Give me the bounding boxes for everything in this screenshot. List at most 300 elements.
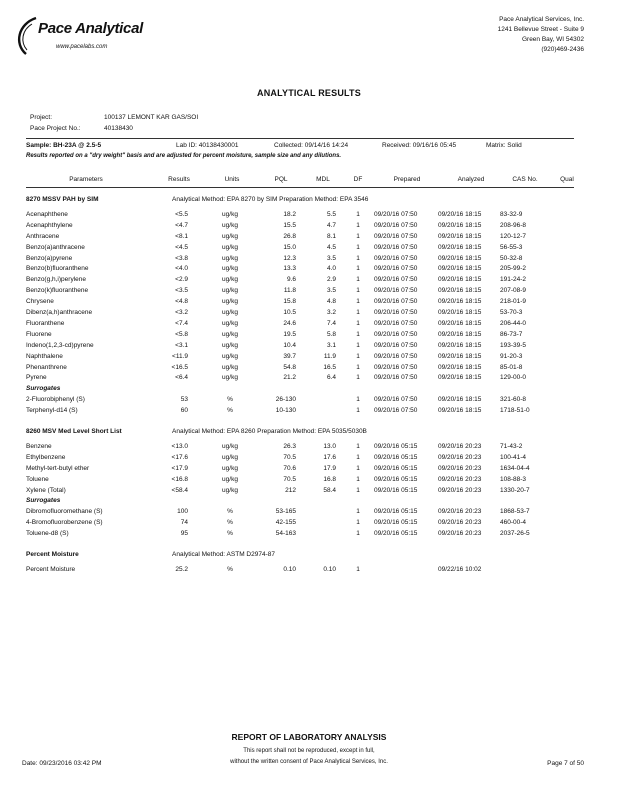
cell-prep: 09/20/16 07:50 xyxy=(374,363,418,371)
cell-df: 1 xyxy=(356,276,360,284)
cell-df: 1 xyxy=(356,374,360,382)
cell-df: 1 xyxy=(356,265,360,273)
cell-pql: 11.8 xyxy=(283,287,296,295)
cell-p: Percent Moisture xyxy=(26,565,76,573)
cell-p: Chrysene xyxy=(26,298,54,306)
cell-df: 1 xyxy=(356,530,360,538)
table-row xyxy=(0,454,618,464)
lab-phone: (920)469-2436 xyxy=(541,46,584,53)
cell-r: 74 xyxy=(180,519,188,527)
report-note: Results reported on a "dry weight" basis and are adjusted for percent moisture, sample size and any dilutions. xyxy=(26,153,342,159)
cell-r: 100 xyxy=(177,508,188,516)
cell-an: 09/20/16 18:15 xyxy=(438,298,482,306)
cell-cas: 460-00-4 xyxy=(500,519,527,527)
table-row xyxy=(0,222,618,232)
cell-r: <4.7 xyxy=(175,221,188,229)
cell-p: Ethylbenzene xyxy=(26,453,66,461)
cell-mdl: 3.1 xyxy=(326,341,336,349)
cell-mdl: 17.6 xyxy=(323,453,336,461)
cell-p: Toluene-d8 (S) xyxy=(26,530,69,538)
cell-cas: 191-24-2 xyxy=(500,276,527,284)
table-row xyxy=(0,244,618,254)
surrogates-label-text: Surrogates xyxy=(26,385,61,393)
cell-u: ug/kg xyxy=(222,363,238,371)
table-row xyxy=(0,331,618,341)
cell-prep: 09/20/16 05:15 xyxy=(374,442,418,450)
cell-u: ug/kg xyxy=(222,232,238,240)
cell-pql: 26.3 xyxy=(283,442,296,450)
cell-r: <16.8 xyxy=(171,475,188,483)
section-method: Analytical Method: EPA 8270 by SIM Preparation Method: EPA 3546 xyxy=(172,196,369,203)
cell-pql: 9.6 xyxy=(286,276,296,284)
cell-cas: 50-32-8 xyxy=(500,254,523,262)
cell-df: 1 xyxy=(356,508,360,516)
cell-df: 1 xyxy=(356,319,360,327)
table-row xyxy=(0,487,618,497)
report-title: REPORT OF LABORATORY ANALYSIS xyxy=(231,732,387,742)
cell-cas: 86-73-7 xyxy=(500,330,523,338)
cell-an: 09/20/16 18:15 xyxy=(438,407,482,415)
table-row xyxy=(0,374,618,384)
cell-p: Xylene (Total) xyxy=(26,486,66,494)
col-df: DF xyxy=(353,176,363,183)
cell-pql: 26-130 xyxy=(275,396,296,404)
cell-df: 1 xyxy=(356,565,360,573)
cell-p: Dibromofluoromethane (S) xyxy=(26,508,103,516)
cell-prep: 09/20/16 05:15 xyxy=(374,519,418,527)
project-value: 100137 LEMONT KAR GAS/SOI xyxy=(104,114,199,121)
section-name: Percent Moisture xyxy=(26,551,79,558)
cell-df: 1 xyxy=(356,407,360,415)
surrogates-label xyxy=(0,385,618,395)
table-row xyxy=(0,566,618,576)
cell-pql: 10-130 xyxy=(275,407,296,415)
cell-df: 1 xyxy=(356,330,360,338)
cell-mdl: 2.9 xyxy=(326,276,336,284)
cell-an: 09/20/16 20:23 xyxy=(438,530,482,538)
report-date: Date: 09/23/2016 03:42 PM xyxy=(22,760,102,767)
cell-pql: 13.3 xyxy=(283,265,296,273)
cell-cas: 83-32-9 xyxy=(500,210,523,218)
cell-an: 09/20/16 20:23 xyxy=(438,475,482,483)
cell-an: 09/20/16 20:23 xyxy=(438,486,482,494)
cell-an: 09/20/16 18:15 xyxy=(438,265,482,273)
cell-u: ug/kg xyxy=(222,210,238,218)
table-row xyxy=(0,353,618,363)
cell-u: ug/kg xyxy=(222,265,238,273)
cell-u: ug/kg xyxy=(222,486,238,494)
cell-pql: 21.2 xyxy=(283,374,296,382)
table-row xyxy=(0,287,618,297)
cell-cas: 218-01-9 xyxy=(500,298,527,306)
cell-cas: 1330-20-7 xyxy=(500,486,530,494)
col-cas: CAS No. xyxy=(512,176,538,183)
table-row xyxy=(0,265,618,275)
table-row xyxy=(0,465,618,475)
cell-cas: 1868-53-7 xyxy=(500,508,530,516)
cell-pql: 10.4 xyxy=(283,341,296,349)
col-parameters: Parameters xyxy=(69,176,103,183)
cell-u: ug/kg xyxy=(222,352,238,360)
cell-cas: 2037-26-5 xyxy=(500,530,530,538)
cell-mdl: 5.8 xyxy=(326,330,336,338)
surrogate-row xyxy=(0,508,618,518)
cell-df: 1 xyxy=(356,363,360,371)
cell-cas: 207-08-9 xyxy=(500,287,527,295)
cell-an: 09/20/16 18:15 xyxy=(438,352,482,360)
section-name: 8270 MSSV PAH by SIM xyxy=(26,196,99,203)
logo-text: Pace Analytical xyxy=(38,20,144,37)
cell-an: 09/20/16 18:15 xyxy=(438,243,482,251)
cell-prep: 09/20/16 07:50 xyxy=(374,341,418,349)
surrogate-row xyxy=(0,396,618,406)
page-number: Page 7 of 50 xyxy=(547,760,584,767)
section-header xyxy=(0,551,618,561)
cell-cas: 321-60-8 xyxy=(500,396,527,404)
cell-prep: 09/20/16 07:50 xyxy=(374,407,418,415)
cell-prep: 09/20/16 05:15 xyxy=(374,464,418,472)
cell-u: ug/kg xyxy=(222,221,238,229)
cell-r: <2.9 xyxy=(175,276,188,284)
cell-pql: 12.3 xyxy=(283,254,296,262)
table-row xyxy=(0,309,618,319)
cell-cas: 108-88-3 xyxy=(500,475,527,483)
cell-u: ug/kg xyxy=(222,475,238,483)
cell-r: <4.8 xyxy=(175,298,188,306)
cell-mdl: 3.5 xyxy=(326,254,336,262)
cell-an: 09/22/16 10:02 xyxy=(438,565,482,573)
cell-df: 1 xyxy=(356,352,360,360)
cell-cas: 53-70-3 xyxy=(500,309,523,316)
col-pql: PQL xyxy=(274,176,288,183)
cell-r: <58.4 xyxy=(171,486,188,494)
table-row xyxy=(0,233,618,243)
cell-mdl: 4.0 xyxy=(326,265,336,273)
cell-prep: 09/20/16 07:50 xyxy=(374,319,418,327)
surrogate-row xyxy=(0,519,618,529)
cell-an: 09/20/16 20:23 xyxy=(438,442,482,450)
cell-r: <3.8 xyxy=(175,254,188,262)
cell-u: ug/kg xyxy=(222,309,238,316)
footer-note-line1: This report shall not be reproduced, except in full, xyxy=(243,748,375,754)
cell-prep: 09/20/16 07:50 xyxy=(374,374,418,382)
cell-u: ug/kg xyxy=(222,442,238,450)
cell-pql: 26.8 xyxy=(283,232,296,240)
cell-df: 1 xyxy=(356,453,360,461)
cell-an: 09/20/16 18:15 xyxy=(438,319,482,327)
cell-pql: 15.0 xyxy=(283,243,296,251)
cell-an: 09/20/16 18:15 xyxy=(438,363,482,371)
col-qual: Qual xyxy=(560,176,574,183)
cell-prep: 09/20/16 07:50 xyxy=(374,276,418,284)
cell-u: ug/kg xyxy=(222,298,238,306)
col-mdl: MDL xyxy=(316,176,330,183)
cell-pql: 54-163 xyxy=(275,530,296,538)
cell-cas: 100-41-4 xyxy=(500,453,527,461)
surrogates-label-text: Surrogates xyxy=(26,497,61,505)
cell-prep: 09/20/16 07:50 xyxy=(374,265,418,273)
cell-p: Benzo(a)anthracene xyxy=(26,243,85,251)
cell-an: 09/20/16 18:15 xyxy=(438,254,482,262)
cell-r: 25.2 xyxy=(175,565,188,573)
cell-u: % xyxy=(227,530,233,538)
cell-p: Phenanthrene xyxy=(26,363,67,371)
cell-cas: 120-12-7 xyxy=(500,232,527,240)
cell-r: 95 xyxy=(180,530,188,538)
page-title: ANALYTICAL RESULTS xyxy=(257,88,361,98)
cell-df: 1 xyxy=(356,221,360,229)
cell-an: 09/20/16 18:15 xyxy=(438,396,482,404)
cell-prep: 09/20/16 07:50 xyxy=(374,232,418,240)
surrogates-label xyxy=(0,497,618,507)
cell-u: ug/kg xyxy=(222,374,238,382)
cell-u: ug/kg xyxy=(222,453,238,461)
divider xyxy=(26,138,574,139)
cell-an: 09/20/16 18:15 xyxy=(438,341,482,349)
cell-r: 53 xyxy=(180,396,188,404)
table-row xyxy=(0,255,618,265)
table-row xyxy=(0,298,618,308)
cell-u: % xyxy=(227,565,233,573)
col-units: Units xyxy=(224,176,240,183)
cell-r: <3.1 xyxy=(175,341,188,349)
cell-an: 09/20/16 18:15 xyxy=(438,374,482,382)
table-row xyxy=(0,364,618,374)
cell-p: Terphenyl-d14 (S) xyxy=(26,407,78,415)
cell-u: % xyxy=(227,508,233,516)
cell-pql: 10.5 xyxy=(283,309,296,316)
header-divider xyxy=(26,187,574,188)
cell-mdl: 58.4 xyxy=(323,486,336,494)
cell-mdl: 6.4 xyxy=(326,374,336,382)
cell-p: Fluorene xyxy=(26,330,52,338)
cell-r: <6.4 xyxy=(175,374,188,382)
cell-pql: 15.5 xyxy=(283,221,296,229)
cell-df: 1 xyxy=(356,464,360,472)
cell-cas: 56-55-3 xyxy=(500,243,523,251)
cell-p: Acenaphthylene xyxy=(26,221,73,229)
cell-prep: 09/20/16 07:50 xyxy=(374,243,418,251)
cell-pql: 39.7 xyxy=(283,352,296,360)
col-analyzed: Analyzed xyxy=(457,176,485,183)
cell-prep: 09/20/16 07:50 xyxy=(374,287,418,295)
cell-pql: 53-165 xyxy=(275,508,296,516)
section-method: Analytical Method: EPA 8260 Preparation Method: EPA 5035/5030B xyxy=(172,428,367,435)
cell-r: <11.9 xyxy=(172,352,188,360)
cell-cas: 193-39-5 xyxy=(500,341,527,349)
cell-u: ug/kg xyxy=(222,276,238,284)
cell-an: 09/20/16 18:15 xyxy=(438,287,482,295)
project-label: Project: xyxy=(30,114,53,121)
cell-p: Anthracene xyxy=(26,232,60,240)
cell-prep: 09/20/16 07:50 xyxy=(374,298,418,306)
cell-df: 1 xyxy=(356,519,360,527)
cell-pql: 18.2 xyxy=(283,210,296,218)
cell-an: 09/20/16 18:15 xyxy=(438,309,482,316)
cell-an: 09/20/16 18:15 xyxy=(438,221,482,229)
cell-r: <3.5 xyxy=(175,287,188,295)
cell-df: 1 xyxy=(356,442,360,450)
cell-r: <17.6 xyxy=(171,453,188,461)
cell-r: <16.5 xyxy=(171,363,188,371)
cell-an: 09/20/16 20:23 xyxy=(438,453,482,461)
cell-pql: 0.10 xyxy=(283,565,296,573)
cell-df: 1 xyxy=(356,475,360,483)
cell-p: 4-Bromofluorobenzene (S) xyxy=(26,519,103,527)
cell-prep: 09/20/16 07:50 xyxy=(374,396,418,404)
cell-prep: 09/20/16 07:50 xyxy=(374,210,418,218)
cell-u: ug/kg xyxy=(222,254,238,262)
col-results: Results xyxy=(168,176,190,183)
cell-p: Toluene xyxy=(26,475,49,483)
cell-pql: 54.8 xyxy=(283,363,296,371)
cell-prep: 09/20/16 05:15 xyxy=(374,475,418,483)
pace-project-label: Pace Project No.: xyxy=(30,125,81,132)
cell-mdl: 7.4 xyxy=(326,319,336,327)
cell-df: 1 xyxy=(356,486,360,494)
company-url[interactable]: www.pacelabs.com xyxy=(56,44,108,50)
cell-pql: 19.5 xyxy=(283,330,296,338)
cell-df: 1 xyxy=(356,243,360,251)
cell-r: <17.9 xyxy=(171,464,188,472)
cell-cas: 85-01-8 xyxy=(500,363,523,371)
table-header xyxy=(0,176,618,186)
cell-u: % xyxy=(227,519,233,527)
cell-u: ug/kg xyxy=(222,464,238,472)
cell-mdl: 11.9 xyxy=(323,352,336,360)
cell-r: <5.5 xyxy=(175,210,188,218)
table-row xyxy=(0,211,618,221)
cell-df: 1 xyxy=(356,309,360,316)
cell-df: 1 xyxy=(356,396,360,404)
sample-id: Sample: BH-23A @ 2.5-5 xyxy=(26,142,102,149)
cell-an: 09/20/16 18:15 xyxy=(438,232,482,240)
collected-date: Collected: 09/14/16 14:24 xyxy=(274,142,349,149)
cell-pql: 70.6 xyxy=(283,464,296,472)
cell-cas: 71-43-2 xyxy=(500,442,523,450)
cell-mdl: 3.2 xyxy=(326,309,336,316)
cell-prep: 09/20/16 05:15 xyxy=(374,453,418,461)
received-date: Received: 09/16/16 05:45 xyxy=(382,142,457,149)
lab-address-line2: Green Bay, WI 54302 xyxy=(521,36,584,43)
cell-prep: 09/20/16 07:50 xyxy=(374,309,418,316)
cell-p: Benzo(k)fluoranthene xyxy=(26,287,89,295)
cell-prep: 09/20/16 07:50 xyxy=(374,254,418,262)
cell-mdl: 17.9 xyxy=(323,464,336,472)
cell-df: 1 xyxy=(356,254,360,262)
cell-an: 09/20/16 20:23 xyxy=(438,519,482,527)
cell-p: Indeno(1,2,3-cd)pyrene xyxy=(26,341,94,349)
cell-cas: 208-96-8 xyxy=(500,221,527,229)
cell-mdl: 4.7 xyxy=(326,221,336,229)
surrogate-row xyxy=(0,530,618,540)
cell-pql: 70.5 xyxy=(283,453,296,461)
cell-an: 09/20/16 18:15 xyxy=(438,276,482,284)
table-row xyxy=(0,342,618,352)
cell-p: 2-Fluorobiphenyl (S) xyxy=(26,396,85,404)
cell-p: Benzo(g,h,i)perylene xyxy=(26,276,86,284)
table-row xyxy=(0,276,618,286)
cell-p: Pyrene xyxy=(26,374,47,382)
footer-note-line2: without the written consent of Pace Analytical Services, Inc. xyxy=(230,759,388,765)
lab-name: Pace Analytical Services, Inc. xyxy=(499,16,584,23)
cell-cas: 91-20-3 xyxy=(500,352,523,360)
cell-mdl: 4.8 xyxy=(326,298,336,306)
table-row xyxy=(0,320,618,330)
col-prepared: Prepared xyxy=(393,176,421,183)
cell-r: <4.5 xyxy=(175,243,188,251)
cell-mdl: 3.5 xyxy=(326,287,336,295)
cell-prep: 09/20/16 07:50 xyxy=(374,330,418,338)
cell-an: 09/20/16 18:15 xyxy=(438,330,482,338)
section-method: Analytical Method: ASTM D2974-87 xyxy=(172,551,275,558)
cell-r: <5.8 xyxy=(175,330,188,338)
lab-id: Lab ID: 40138430001 xyxy=(176,142,239,149)
cell-df: 1 xyxy=(356,232,360,240)
cell-u: ug/kg xyxy=(222,341,238,349)
cell-df: 1 xyxy=(356,298,360,306)
cell-u: % xyxy=(227,396,233,404)
cell-p: Benzo(b)fluoranthene xyxy=(26,265,89,273)
cell-u: ug/kg xyxy=(222,330,238,338)
cell-cas: 1718-51-0 xyxy=(500,407,530,415)
cell-cas: 206-44-0 xyxy=(500,319,527,327)
cell-an: 09/20/16 18:15 xyxy=(438,210,482,218)
cell-p: Benzo(a)pyrene xyxy=(26,254,73,262)
lab-address-line1: 1241 Bellevue Street - Suite 9 xyxy=(497,26,584,33)
cell-r: <4.0 xyxy=(175,265,188,273)
section-header xyxy=(0,428,618,438)
cell-u: % xyxy=(227,407,233,415)
cell-an: 09/20/16 20:23 xyxy=(438,508,482,516)
cell-u: ug/kg xyxy=(222,243,238,251)
cell-r: 60 xyxy=(180,407,188,415)
cell-u: ug/kg xyxy=(222,287,238,295)
cell-cas: 129-00-0 xyxy=(500,374,527,382)
cell-mdl: 16.8 xyxy=(323,475,336,483)
cell-pql: 24.6 xyxy=(283,319,296,327)
cell-pql: 42-155 xyxy=(275,519,296,527)
cell-r: <8.1 xyxy=(175,232,188,240)
cell-mdl: 4.5 xyxy=(326,243,336,251)
cell-r: <7.4 xyxy=(175,319,188,327)
cell-df: 1 xyxy=(356,210,360,218)
cell-p: Methyl-tert-butyl ether xyxy=(26,464,90,472)
cell-pql: 212 xyxy=(285,486,296,494)
section-header xyxy=(0,196,618,206)
cell-r: <13.0 xyxy=(171,442,188,450)
table-row xyxy=(0,443,618,453)
pace-project-value: 40138430 xyxy=(104,125,133,132)
cell-mdl: 5.5 xyxy=(326,210,336,218)
matrix: Matrix: Solid xyxy=(486,142,522,149)
table-row xyxy=(0,476,618,486)
cell-cas: 205-99-2 xyxy=(500,265,527,273)
cell-p: Dibenz(a,h)anthracene xyxy=(26,309,93,316)
cell-an: 09/20/16 20:23 xyxy=(438,464,482,472)
cell-pql: 70.5 xyxy=(283,475,296,483)
cell-df: 1 xyxy=(356,341,360,349)
company-logo xyxy=(12,14,144,58)
cell-mdl: 8.1 xyxy=(326,232,336,240)
surrogate-row xyxy=(0,407,618,417)
cell-p: Naphthalene xyxy=(26,352,63,360)
cell-mdl: 16.5 xyxy=(323,363,336,371)
cell-p: Benzene xyxy=(26,442,52,450)
cell-df: 1 xyxy=(356,287,360,295)
cell-u: ug/kg xyxy=(222,319,238,327)
cell-p: Acenaphthene xyxy=(26,210,68,218)
